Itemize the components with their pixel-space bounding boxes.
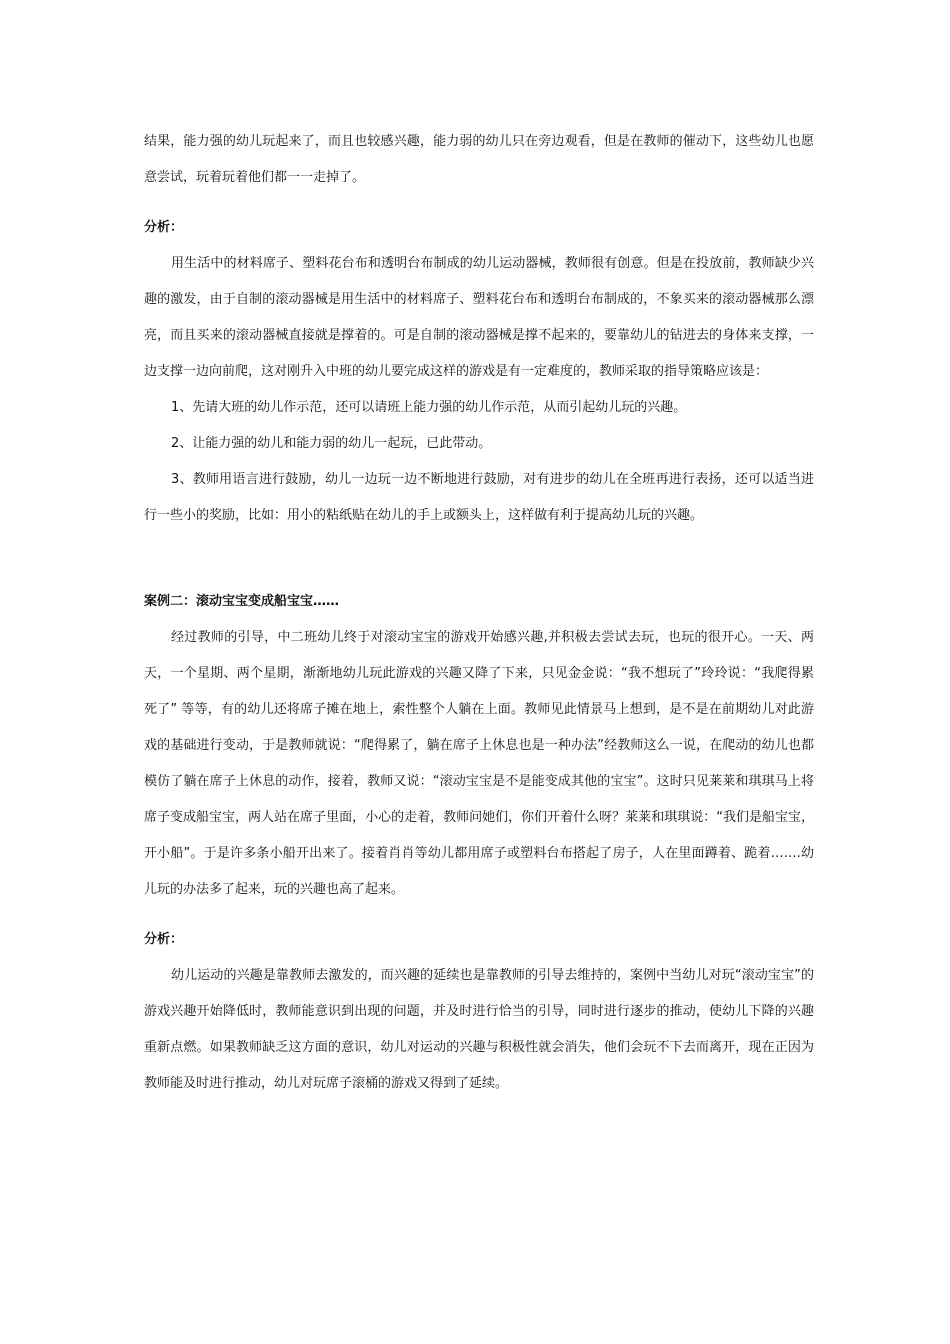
analysis-paragraph-1: 用生活中的材料席子、塑料花台布和透明台布制成的幼儿运动器械，教师很有创意。但是在投放前，教师缺少兴趣的激发，由于自制的滚动器械是用生活中的材料席子、塑料花台布和透明台布制成的，不象买来的滚动器械那么漂亮，而且买来的滚动器械直接就是撑着的。可是自制的滚动器械是撑不起来的，要靠幼儿的钻进去的身体来支撑，一边支撑一边向前爬，这对刚升入中班的幼儿要完成这样的游戏是有一定难度的，教师采取的指导策略应该是：	[144, 256, 814, 379]
strategy-item-2: 2、让能力强的幼儿和能力弱的幼儿一起玩，已此带动。	[171, 436, 492, 451]
analysis-heading-1: 分析：	[144, 220, 184, 235]
case-one-result-paragraph: 结果，能力强的幼儿玩起来了，而且也较感兴趣，能力弱的幼儿只在旁边观看，但是在教师的催动下，这些幼儿也愿意尝试，玩着玩着他们都一一走掉了。	[144, 134, 814, 185]
spacer	[144, 908, 814, 922]
spacer	[144, 196, 814, 210]
spacer	[144, 534, 814, 584]
strategy-item-1: 1、先请大班的幼儿作示范，还可以请班上能力强的幼儿作示范，从而引起幼儿玩的兴趣。	[171, 400, 687, 415]
document-page	[144, 124, 814, 1102]
analysis-paragraph-2: 幼儿运动的兴趣是靠教师去激发的，而兴趣的延续也是靠教师的引导去维持的，案例中当幼儿对玩“滚动宝宝”的游戏兴趣开始降低时，教师能意识到出现的问题，并及时进行恰当的引导，同时进行逐步的推动，使幼儿下降的兴趣重新点燃。如果教师缺乏这方面的意识，幼儿对运动的兴趣与积极性就会消失，他们会玩不下去而离开，现在正因为教师能及时进行推动，幼儿对玩席子滚桶的游戏又得到了延续。	[144, 968, 814, 1091]
case-two-heading: 案例二：滚动宝宝变成船宝宝……	[144, 594, 340, 609]
strategy-item-3: 3、教师用语言进行鼓励，幼儿一边玩一边不断地进行鼓励，对有进步的幼儿在全班再进行表扬，还可以适当进行一些小的奖励，比如：用小的粘纸贴在幼儿的手上或额头上，这样做有利于提高幼儿玩的兴趣。	[144, 472, 814, 523]
analysis-heading-2: 分析：	[144, 932, 184, 947]
case-two-paragraph: 经过教师的引导，中二班幼儿终于对滚动宝宝的游戏开始感兴趣,并积极去尝试去玩，也玩的很开心。一天、两天，一个星期、两个星期，渐渐地幼儿玩此游戏的兴趣又降了下来，只见金金说：“我不想玩了”玲玲说：“我爬得累死了” 等等，有的幼儿还将席子摊在地上，索性整个人躺在上面。教师见此情景马上想到，是不是在前期幼儿对此游戏的基础进行变动，于是教师就说：“爬得累了，躺在席子上休息也是一种办法”经教师这么一说，在爬动的幼儿也都模仿了躺在席子上休息的动作，接着，教师又说：“滚动宝宝是不是能变成其他的宝宝”。这时只见莱莱和琪琪马上将席子变成船宝宝，两人站在席子里面，小心的走着，教师问她们，你们开着什么呀？莱莱和琪琪说：“我们是船宝宝，开小船”。于是许多条小船开出来了。接着肖肖等幼儿都用席子或塑料台布搭起了房子，人在里面蹲着、跪着…….幼儿玩的办法多了起来，玩的兴趣也高了起来。	[144, 630, 814, 897]
